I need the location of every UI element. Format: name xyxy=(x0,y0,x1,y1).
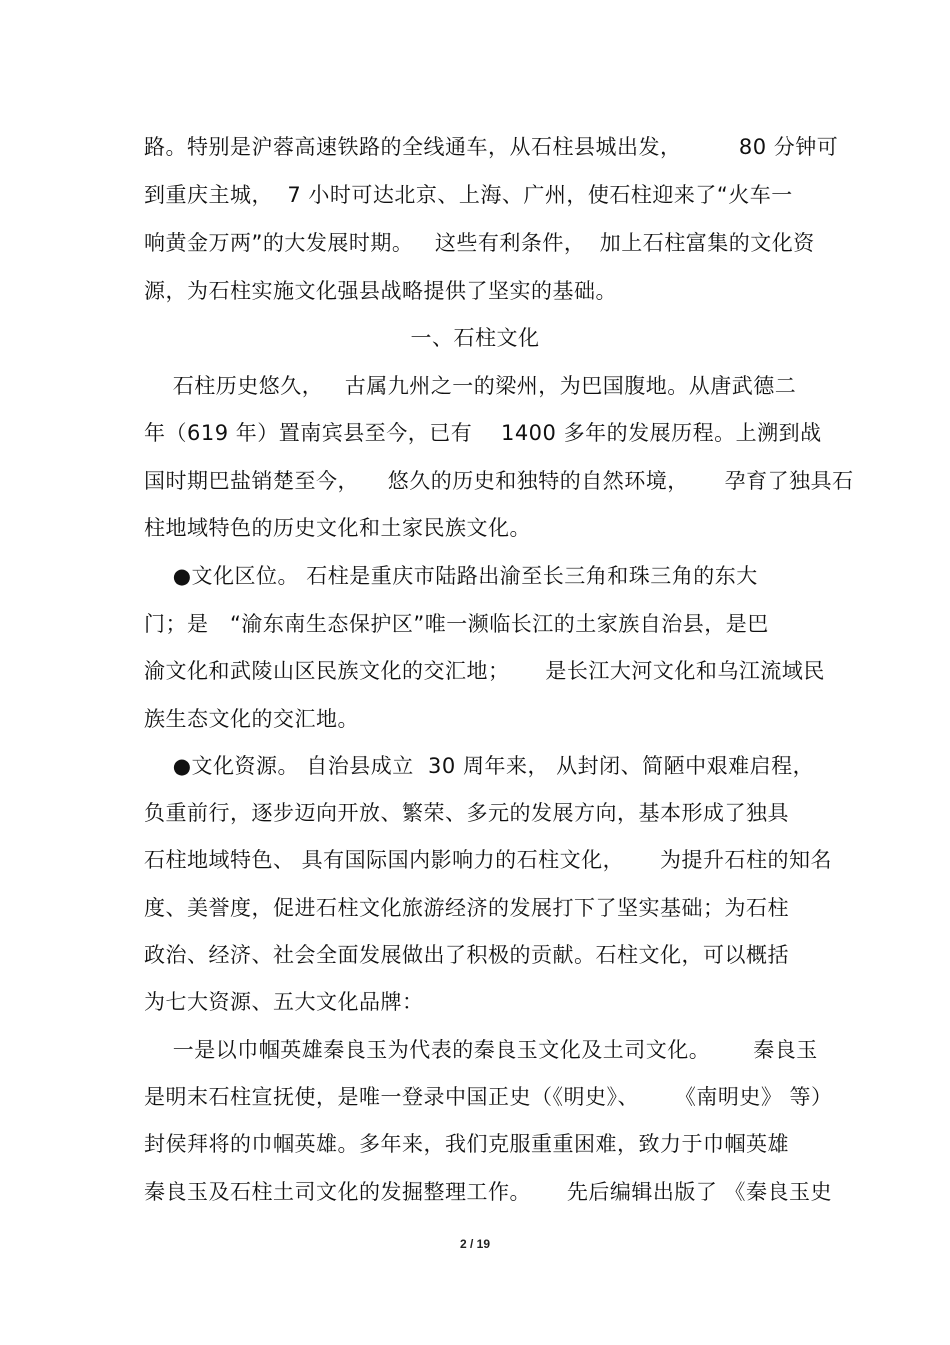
text-line: 源，为石柱实施文化强县战略提供了坚实的基础。 xyxy=(144,279,617,303)
page-number: 2 / 19 xyxy=(459,1237,491,1251)
text-line: 是明末石柱宣抚使，是唯一登录中国正史（《明史》、 《南明史》 等） xyxy=(144,1085,833,1109)
text-line: 渝文化和武陵山区民族文化的交汇地； 是长江大河文化和乌江流域民 xyxy=(144,659,825,683)
text-line: 族生态文化的交汇地。 xyxy=(144,707,359,731)
text-line: 负重前行，逐步迈向开放、繁荣、多元的发展方向，基本形成了独具 xyxy=(144,801,789,825)
text-line: 秦良玉及石柱土司文化的发掘整理工作。 先后编辑出版了 《秦良玉史 xyxy=(144,1180,833,1204)
text-line: 石柱地域特色、 具有国际国内影响力的石柱文化， 为提升石柱的知名 xyxy=(144,848,833,872)
text-line: 国时期巴盐销楚至今， 悠久的历史和独特的自然环境， 孕育了独具石 xyxy=(144,469,854,493)
text-line: 政治、经济、社会全面发展做出了积极的贡献。石柱文化，可以概括 xyxy=(144,943,789,967)
text-line: 柱地域特色的历史文化和土家民族文化。 xyxy=(144,516,531,540)
text-line: ●文化资源。 自治县成立 30 周年来， 从封闭、简陋中艰难启程， xyxy=(144,754,815,778)
text-line: 封侯拜将的巾帼英雄。多年来，我们克服重重困难，致力于巾帼英雄 xyxy=(144,1132,789,1156)
text-line: 年（619 年）置南宾县至今，已有 1400 多年的发展历程。上溯到战 xyxy=(144,421,822,445)
text-line: 到重庆主城， 7 小时可达北京、上海、广州，使石柱迎来了“火车一 xyxy=(144,183,793,207)
text-line: 路。特别是沪蓉高速铁路的全线通车，从石柱县城出发， 80 分钟可 xyxy=(144,135,839,159)
section-heading: 一、石柱文化 xyxy=(410,326,540,350)
text-line: 度、美誉度，促进石柱文化旅游经济的发展打下了坚实基础；为石柱 xyxy=(144,896,789,920)
text-line: 门；是 “渝东南生态保护区”唯一濒临长江的土家族自治县，是巴 xyxy=(144,612,769,636)
text-line: 一是以巾帼英雄秦良玉为代表的秦良玉文化及土司文化。 秦良玉 xyxy=(144,1038,818,1062)
text-line: 为七大资源、五大文化品牌： xyxy=(144,990,424,1014)
text-line: 石柱历史悠久， 古属九州之一的梁州，为巴国腹地。从唐武德二 xyxy=(144,374,797,398)
text-line: 响黄金万两”的大发展时期。 这些有利条件， 加上石柱富集的文化资 xyxy=(144,231,815,255)
text-line: ●文化区位。 石柱是重庆市陆路出渝至长三角和珠三角的东大 xyxy=(144,564,758,588)
